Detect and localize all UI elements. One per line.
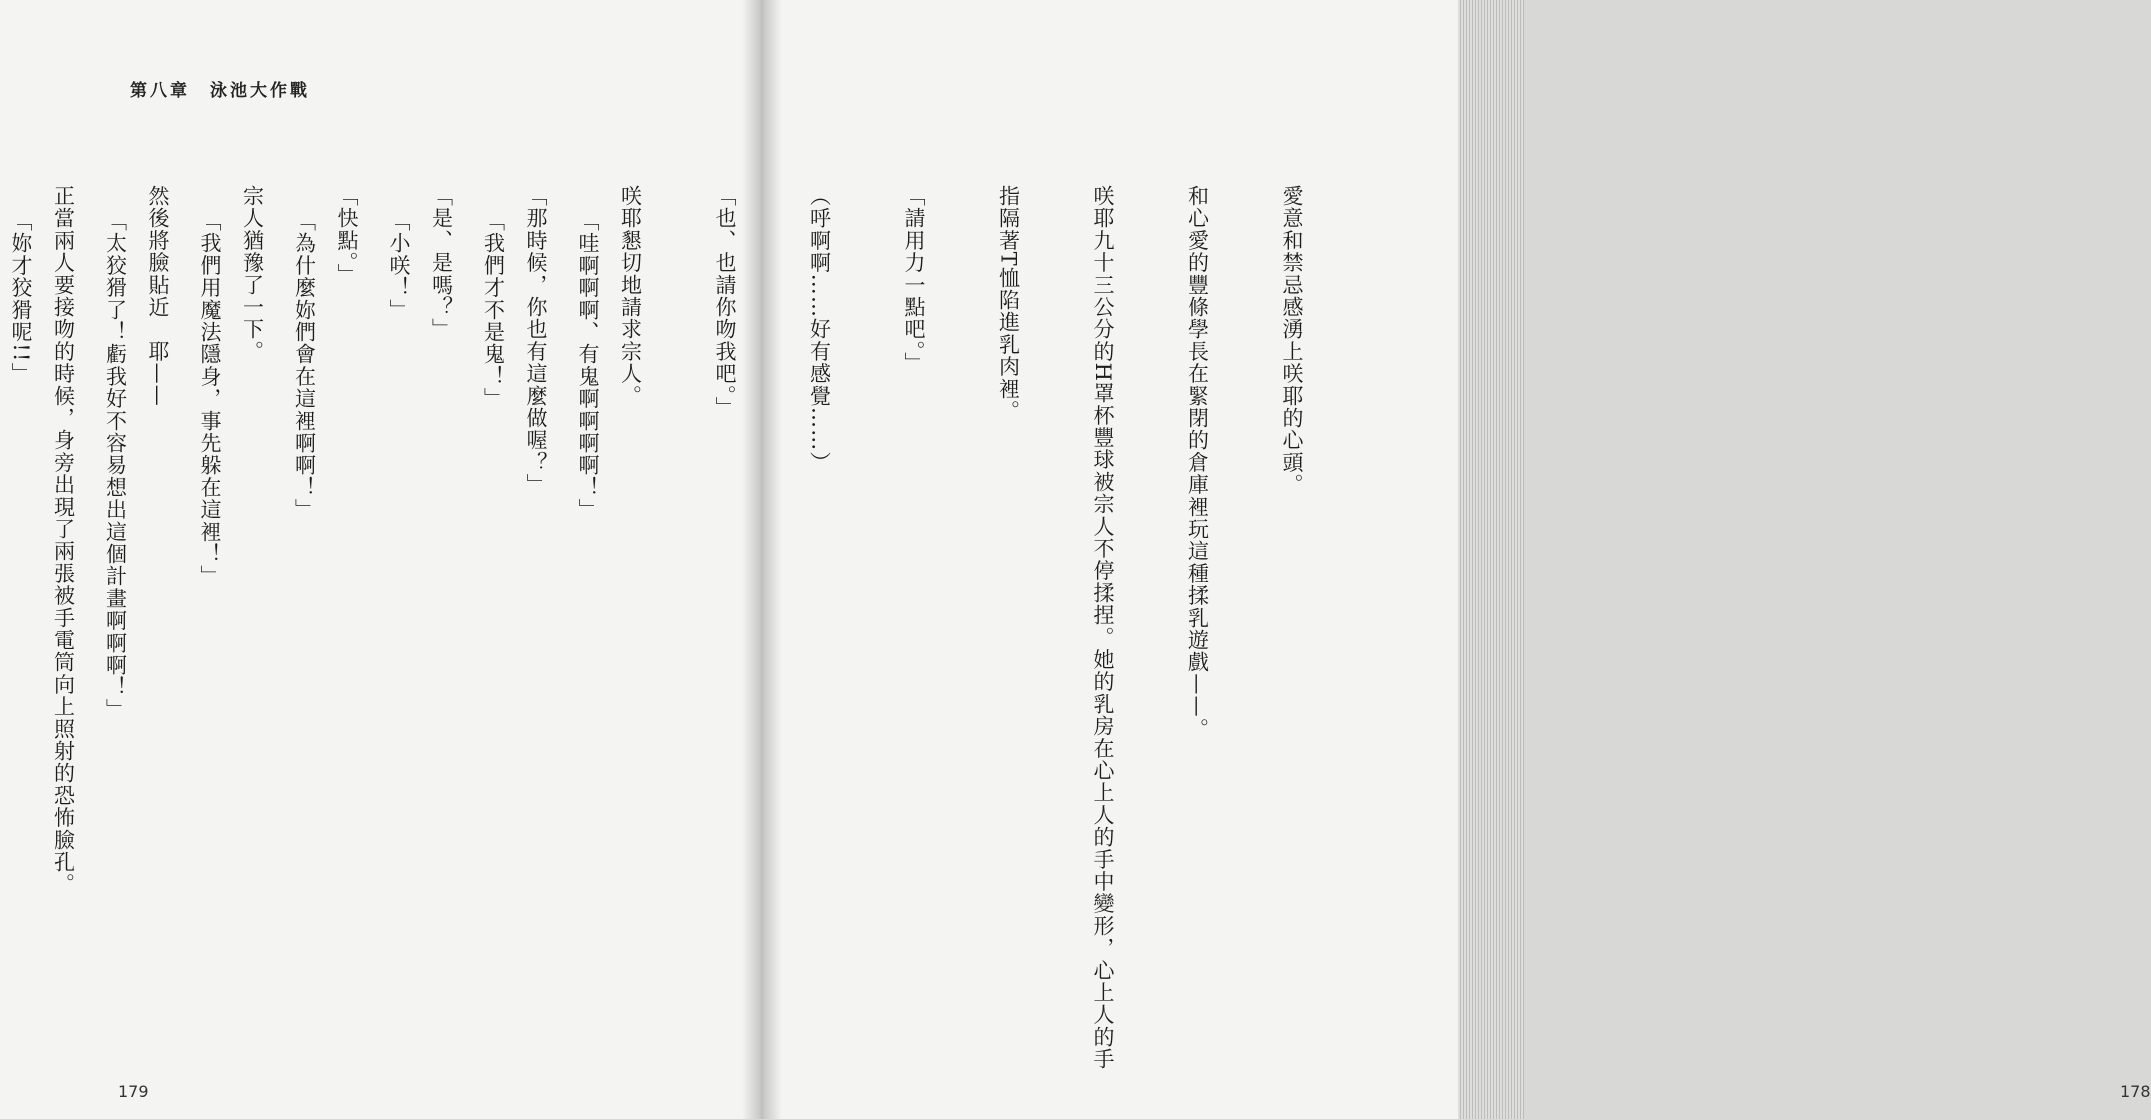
- text-line: 愛意和禁忌感湧上咲耶的心頭。: [1280, 185, 1304, 496]
- text-line: 「是、是嗎？」: [429, 185, 454, 341]
- text-line: 「我們用魔法隱身，事先躲在這裡！」: [198, 210, 222, 588]
- right-page-body: [0, 185, 1370, 1071]
- text-line: 然後將臉貼近 耶——: [146, 185, 170, 407]
- running-head: 第八章 泳池大作戰: [130, 81, 310, 101]
- text-line: 「我們才不是鬼！」: [481, 210, 506, 410]
- text-line: 「那時候，你也有這麼做喔？」: [524, 185, 548, 496]
- text-line: 「妳才狡猾呢!!」: [9, 210, 33, 385]
- text-line: （呼啊啊……好有感覺……）: [807, 185, 832, 474]
- text-line: 「請用力一點吧。」: [902, 185, 926, 375]
- text-line: 正當兩人要接吻的時候，身旁出現了兩張被手電筒向上照射的恐怖臉孔。: [51, 185, 76, 896]
- book-gutter: [742, 0, 782, 1119]
- text-line: 「也、也請你吻我吧。」: [713, 185, 737, 419]
- text-line: 「快點。」: [335, 185, 359, 286]
- text-line: 「為什麼妳們會在這裡啊啊！」: [292, 210, 317, 521]
- text-line: 「太狡猾了！虧我好不容易想出這個計畫啊啊啊！」: [103, 210, 128, 721]
- page-edges: [1458, 0, 1524, 1119]
- text-line: 咲耶九十三公分的H罩杯豐球被宗人不停揉捏。她的乳房在心上人的手中變形，心上人的手: [1091, 185, 1115, 1071]
- text-line: 「小咲！」: [387, 210, 411, 321]
- text-line: 咲耶懇切地請求宗人。: [618, 185, 643, 407]
- page-number: 178: [2120, 1082, 2151, 1101]
- text-line: 「哇啊啊啊、有鬼啊啊啊啊！」: [576, 210, 600, 521]
- text-line: 和心愛的豐條學長在緊閉的倉庫裡玩這種揉乳遊戲——。: [1185, 185, 1210, 740]
- text-line: 指隔著T恤陷進乳肉裡。: [996, 185, 1021, 423]
- page-number: 179: [118, 1082, 149, 1101]
- text-line: 宗人猶豫了一下。: [240, 185, 265, 363]
